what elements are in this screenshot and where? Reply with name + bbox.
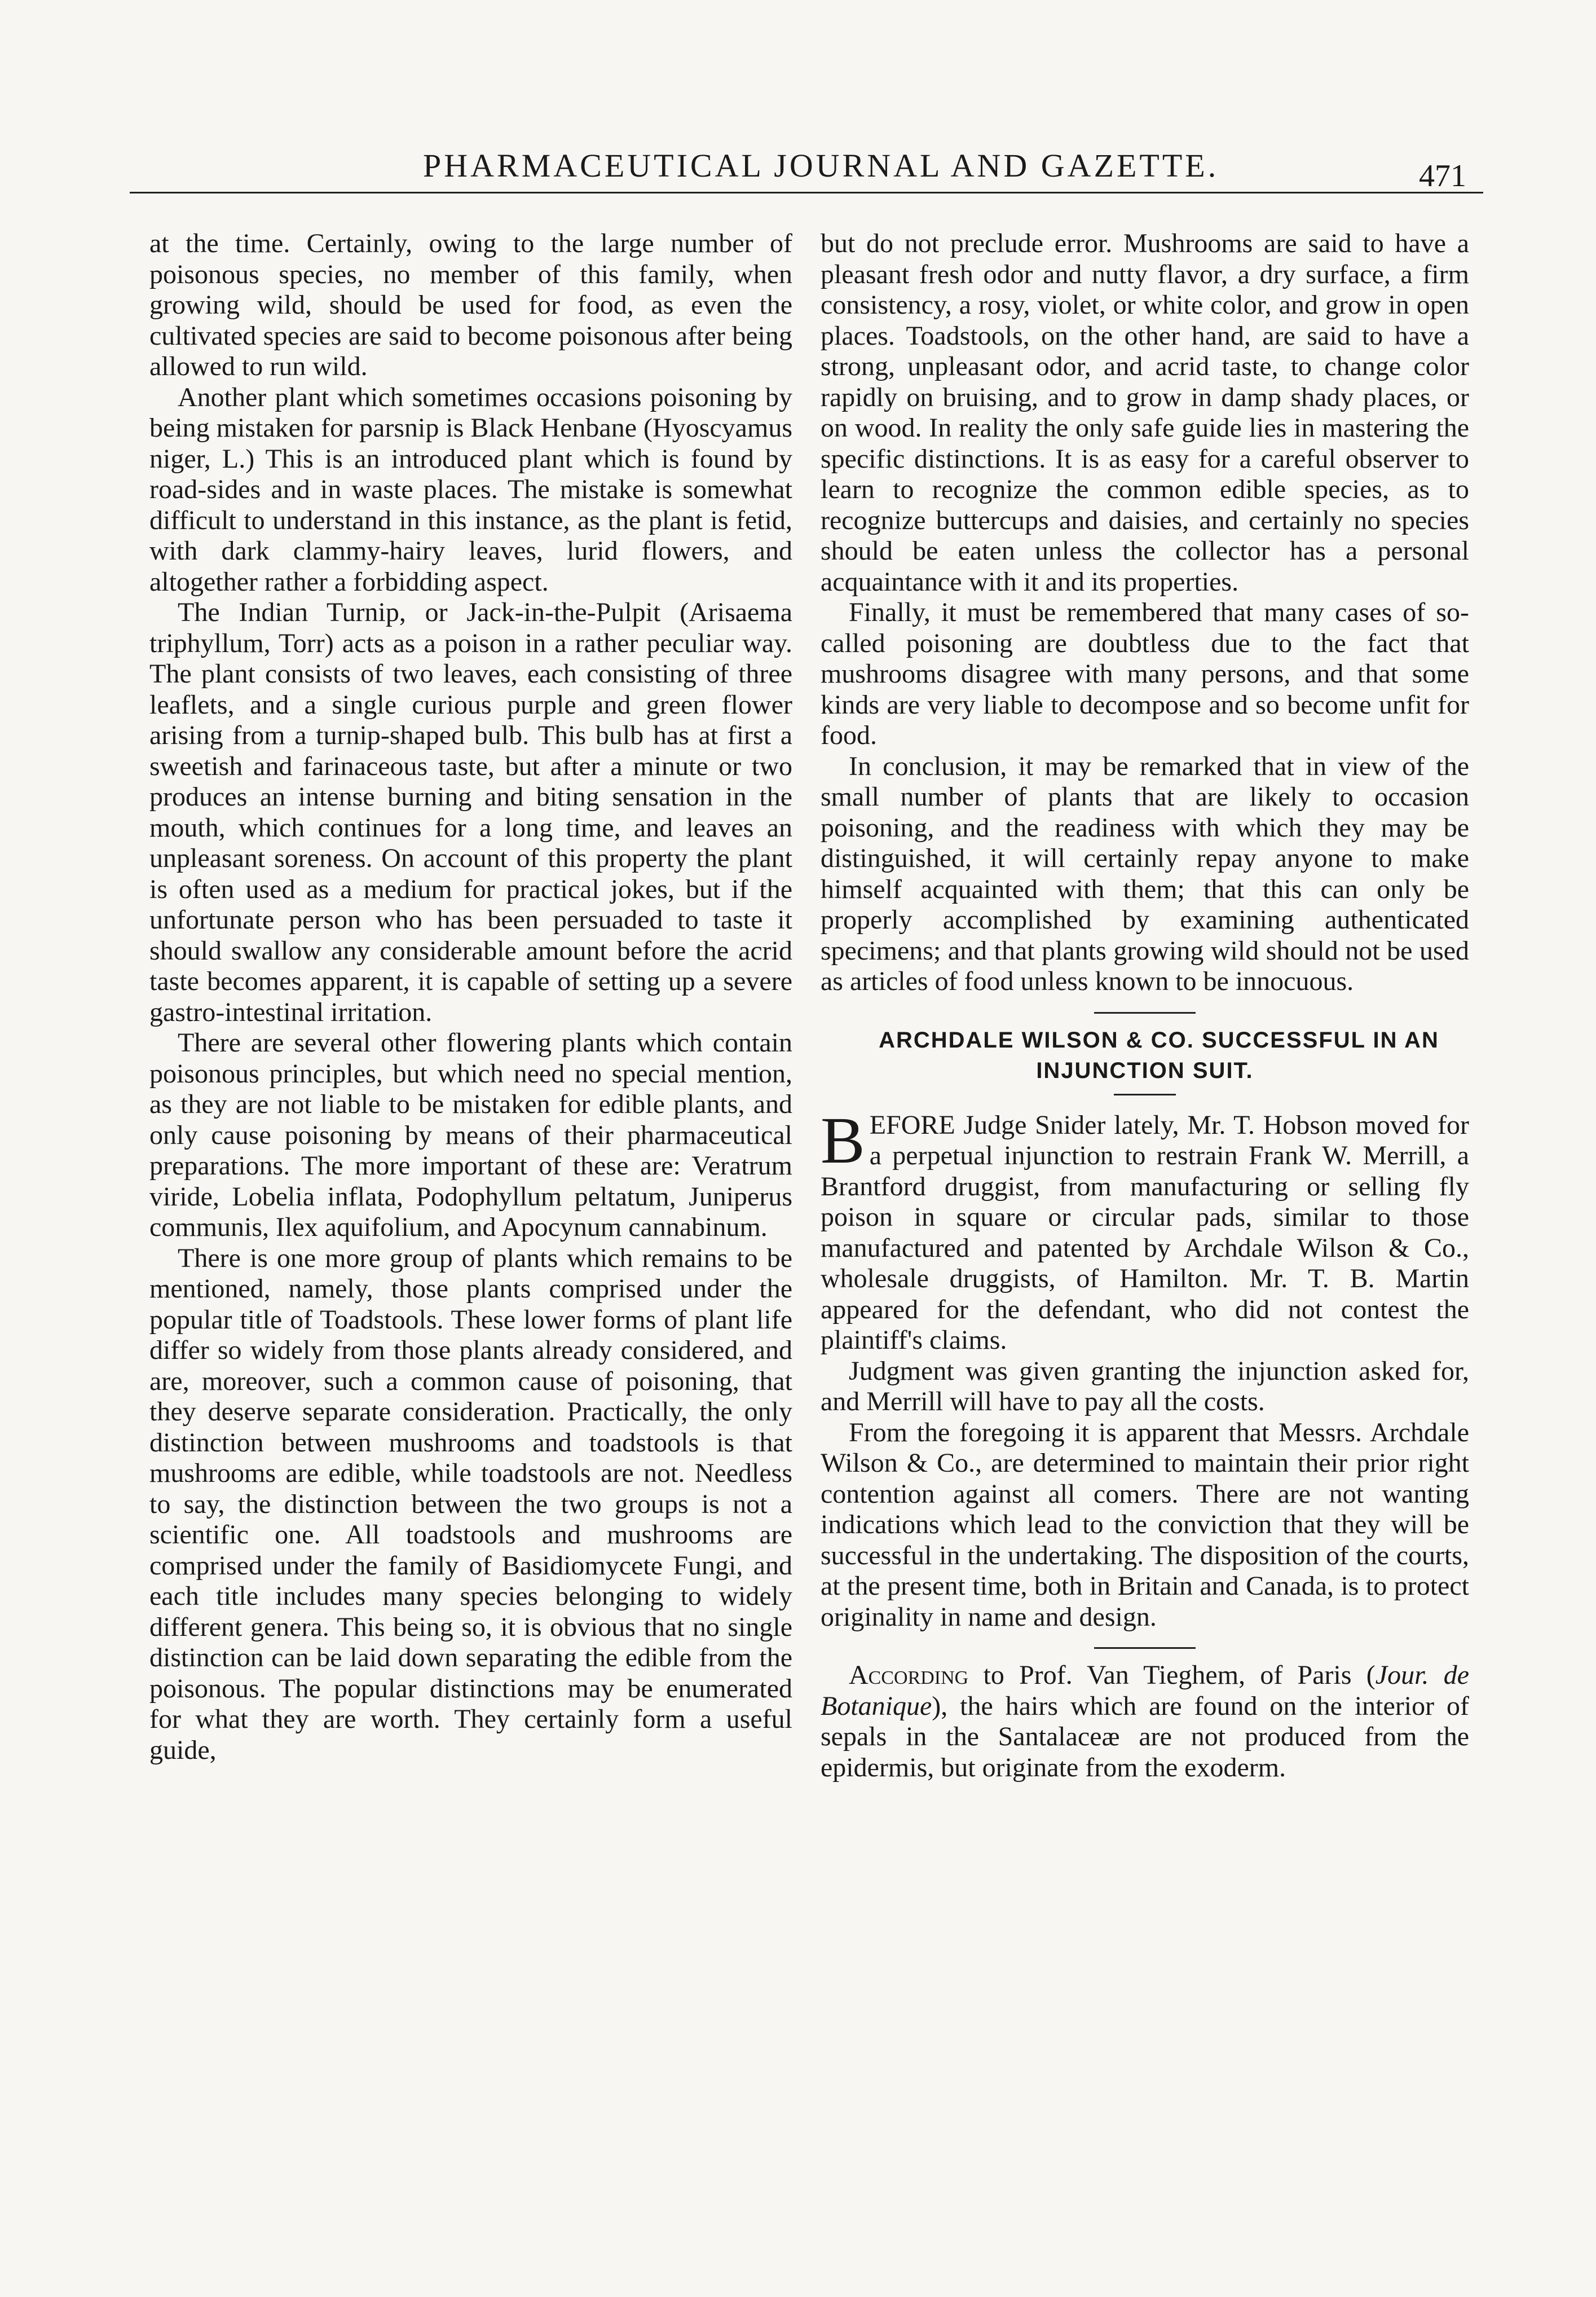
- drop-cap: B: [821, 1103, 865, 1177]
- paragraph-text: to Prof. Van Tieghem, of Paris (: [968, 1660, 1375, 1690]
- paragraph: Another plant which sometimes occasions poisoning by being mistaken for parsnip is Black Henbane (Hyoscyamus niger, L.) This is an introduced plant which is found by road-sides and in waste places. The mistake is somewhat difficult to understand in this instance, as the plant is fetid, with dark clammy-hairy leaves, lurid flowers, and altogether rather a forbidding aspect.: [149, 382, 792, 597]
- running-title: PHARMACEUTICAL JOURNAL AND GAZETTE.: [423, 147, 1219, 184]
- paragraph: From the foregoing it is apparent that Messrs. Archdale Wilson & Co., are determined to maintain their prior right contention against all comers. There are not wanting indications which lead to the conviction that they will be successful in the undertaking. The disposition of the courts, at the present time, both in Britain and Canada, is to protect originality in name and design.: [821, 1417, 1469, 1632]
- right-column: [821, 228, 1469, 1783]
- section-divider: [1094, 1012, 1196, 1014]
- paragraph: [821, 1660, 1469, 1783]
- paragraph: Finally, it must be remembered that many cases of so-called poisoning are doubtless due to the fact that mushrooms disagree with many persons, and that some kinds are very liable to decompose and so become unfit for food.: [821, 597, 1469, 750]
- page-number: 471: [1419, 159, 1466, 193]
- paragraph: In conclusion, it may be remarked that in view of the small number of plants that are likely to occasion poisoning, and the readiness with which they may be distinguished, it will certainly repay anyone to make himself acquainted with them; that this can only be properly accomplished by examining authenticated specimens; and that plants growing wild should not be used as articles of food unless known to be innocuous.: [821, 751, 1469, 996]
- section-divider: [1094, 1647, 1196, 1649]
- paragraph: The Indian Turnip, or Jack-in-the-Pulpit (Arisaema triphyllum, Torr) acts as a poison in a rather peculiar way. The plant consists of two leaves, each consisting of three leaflets, and a single curious purple and green flower arising from a turnip-shaped bulb. This bulb has at first a sweetish and farinaceous taste, but after a minute or two produces an intense burning and biting sensation in the mouth, which continues for a long time, and leaves an unpleasant soreness. On account of this property the plant is often used as a medium for practical jokes, but if the unfortunate person who has been persuaded to taste it should swallow any considerable amount before the acrid taste becomes apparent, it is capable of setting up a severe gastro-intestinal irritation.: [149, 597, 792, 1027]
- paragraph-with-dropcap: [821, 1103, 1469, 1356]
- running-head: [130, 141, 1483, 193]
- paragraph: at the time. Certainly, owing to the large number of poisonous species, no member of this family, when growing wild, should be used for food, as even the cultivated species are said to become poisonous after being allowed to run wild.: [149, 228, 792, 381]
- paragraph: There are several other flowering plants which contain poisonous principles, but which need no special mention, as they are not liable to be mistaken for edible plants, and only cause poisoning by means of their pharmaceutical preparations. The more important of these are: Veratrum viride, Lobelia inflata, Podophyllum peltatum, Juniperus communis, Ilex aquifolium, and Apocynum cannabinum.: [149, 1028, 792, 1242]
- paragraph: Judgment was given granting the injunction asked for, and Merrill will have to pay all the costs.: [821, 1356, 1469, 1416]
- journal-title: Jour. de Botanique: [821, 1660, 1469, 1721]
- paragraph: There is one more group of plants which remains to be mentioned, namely, those plants comprised under the popular title of Toadstools. These lower forms of plant life differ so widely from those plants already considered, and are, moreover, such a common cause of poisoning, that they deserve separate consideration. Practically, the only distinction between mushrooms and toadstools is that mushrooms are edible, while toadstools are not. Needless to say, the distinction between the two groups is not a scientific one. All toadstools and mushrooms are comprised under the family of Basidiomycete Fungi, and each title includes many species belonging to widely different genera. This being so, it is obvious that no single distinction can be laid down separating the edible from the poisonous. The popular distinctions may be enumerated for what they are worth. They certainly form a useful guide,: [149, 1243, 792, 1765]
- paragraph-text: EFORE Judge Snider lately, Mr. T. Hobson moved for a perpetual injunction to restrain Frank W. Merrill, a Brantford druggist, from manufacturing or selling fly poison in square or circular pads, similar to those manufactured and patented by Archdale Wilson & Co., wholesale druggists, of Hamilton. Mr. T. B. Martin appeared for the defendant, who did not contest the plaintiff's claims.: [821, 1110, 1469, 1355]
- left-column: [149, 228, 792, 1766]
- lead-word: According: [849, 1660, 969, 1690]
- headline-divider: [1114, 1094, 1176, 1095]
- paragraph-text: ), the hairs which are found on the interior of sepals in the Santalaceæ are not produced from the epidermis, but originate from the exoderm.: [821, 1691, 1469, 1783]
- article-headline: ARCHDALE WILSON & CO. SUCCESSFUL IN AN INJUNCTION SUIT.: [879, 1027, 1439, 1083]
- paragraph: but do not preclude error. Mushrooms are said to have a pleasant fresh odor and nutty flavor, a dry surface, a firm consistency, a rosy, violet, or white color, and grow in open places. Toadstools, on the other hand, are said to have a strong, unpleasant odor, and acrid taste, to change color rapidly on bruising, and to grow in damp shady places, or on wood. In reality the only safe guide lies in mastering the specific distinctions. It is as easy for a careful observer to learn to recognize the common edible species, as to recognize buttercups and daisies, and certainly no species should be eaten unless the collector has a personal acquaintance with it and its properties.: [821, 228, 1469, 597]
